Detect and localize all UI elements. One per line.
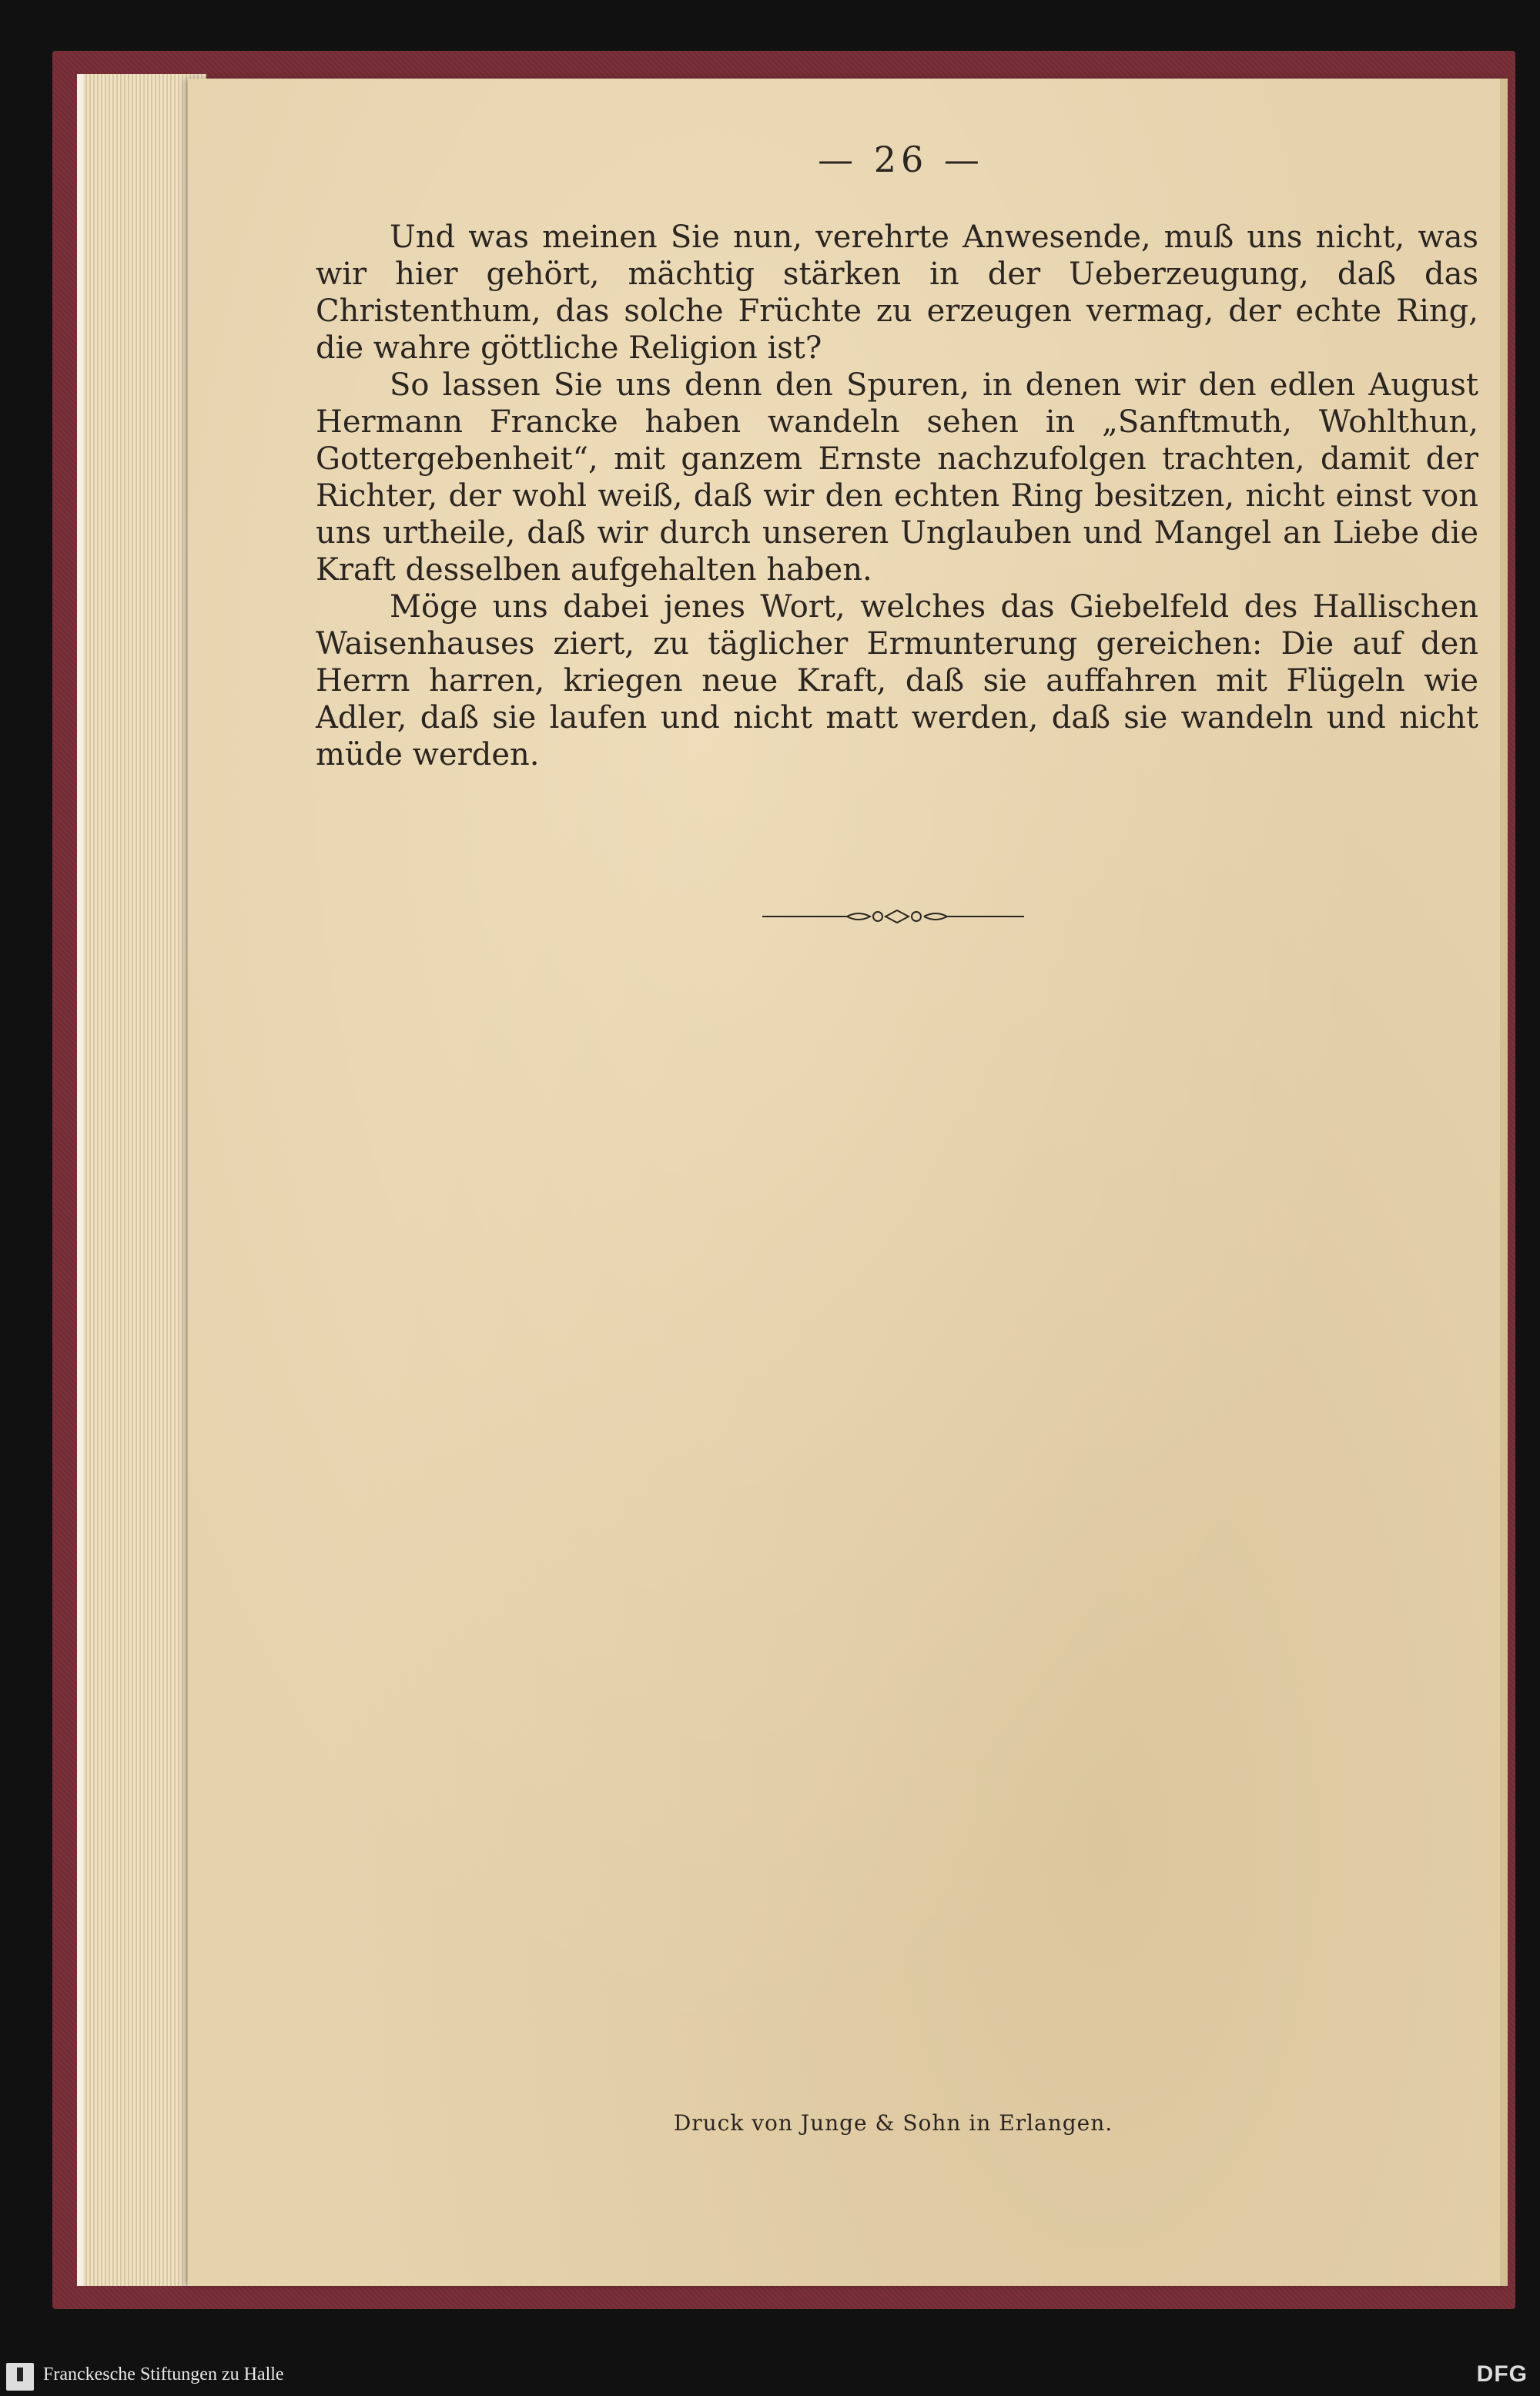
printer-imprint: Druck von Junge & Sohn in Erlangen. [673,2110,1113,2136]
body-text [316,219,1478,773]
paragraph-2: So lassen Sie uns denn den Spuren, in denen wir den edlen August Hermann Francke haben wandeln sehen in „Sanftmuth, Wohlthun, Gottergebenheit“, mit ganzem Ernste nachzufolgen trachten, damit der Richter, der wohl weiß, daß wir den echten Ring besitzen, nicht einst von uns urtheile, daß wir durch unseren Unglauben und Mangel an Liebe die Kraft desselben aufgehalten haben. [316,367,1478,588]
institution-logo-icon [6,2363,34,2391]
dfg-logo: DFG [1476,2361,1528,2387]
paragraph-1: Und was meinen Sie nun, verehrte Anwesende, muß uns nicht, was wir hier gehört, mächtig stärken in der Ueberzeugung, daß das Christenthum, das solche Früchte zu erzeugen vermag, der echte Ring, die wahre göttliche Religion ist? [316,219,1478,366]
page-stack-edge [77,74,206,2286]
page-number: — 26 — [818,139,984,180]
footer-institution: Franckesche Stiftungen zu Halle [43,2364,284,2384]
ornament-divider [762,901,1024,932]
paragraph-3: Möge uns dabei jenes Wort, welches das Giebelfeld des Hallischen Waisenhauses ziert, zu täglicher Ermunterung gereichen: Die auf den Herrn harren, kriegen neue Kraft, daß sie auffahren mit Flügeln wie Adler, daß sie laufen und nicht matt werden, daß sie wandeln und nicht müde werden. [316,589,1478,772]
